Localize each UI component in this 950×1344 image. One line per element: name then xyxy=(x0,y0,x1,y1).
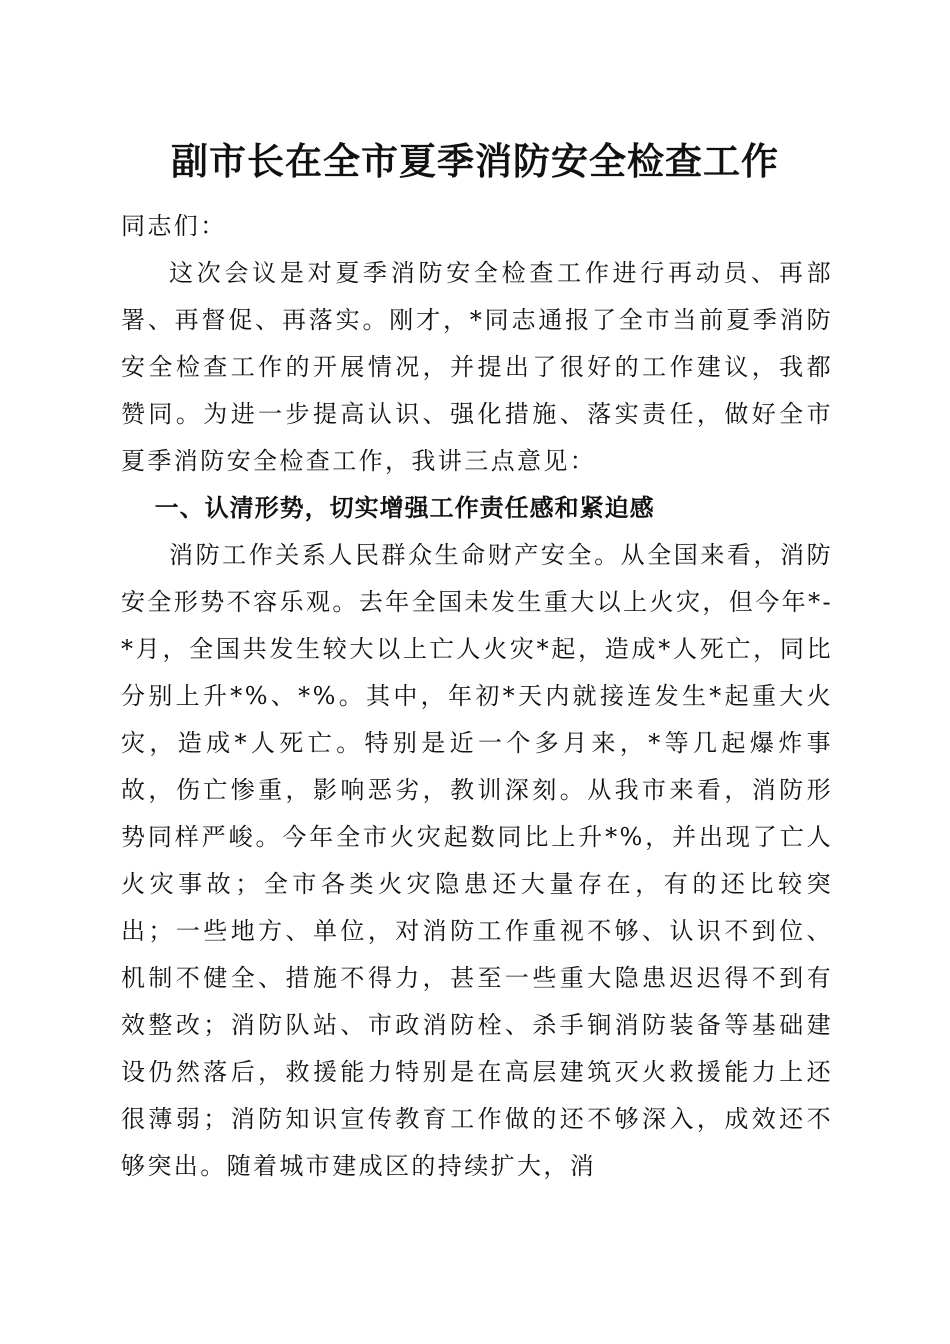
intro-paragraph: 这次会议是对夏季消防安全检查工作进行再动员、再部署、再督促、再落实。刚才，*同志通报了全市当前夏季消防安全检查工作的开展情况，并提出了很好的工作建议，我都赞同。为进一步提高认识、强化措施、落实责任，做好全市夏季消防安全检查工作，我讲三点意见： xyxy=(121,259,833,475)
document-body xyxy=(121,203,833,1190)
document-title: 副市长在全市夏季消防安全检查工作 xyxy=(171,139,779,183)
section-paragraph: 消防工作关系人民群众生命财产安全。从全国来看，消防安全形势不容乐观。去年全国未发生重大以上火灾，但今年*-*月，全国共发生较大以上亡人火灾*起，造成*人死亡，同比分别上升*%、*%。其中，年初*天内就接连发生*起重大火灾，造成*人死亡。特别是近一个多月来，*等几起爆炸事故，伤亡惨重，影响恶劣，教训深刻。从我市来看，消防形势同样严峻。今年全市火灾起数同比上升*%，并出现了亡人火灾事故；全市各类火灾隐患还大量存在，有的还比较突出；一些地方、单位，对消防工作重视不够、认识不到位、机制不健全、措施不得力，甚至一些重大隐患迟迟得不到有效整改；消防队站、市政消防栓、杀手锏消防装备等基础建设仍然落后，救援能力特别是在高层建筑灭火救援能力上还很薄弱；消防知识宣传教育工作做的还不够深入，成效还不够突出。随着城市建成区的持续扩大，消 xyxy=(121,541,833,1180)
salutation: 同志们： xyxy=(121,212,227,240)
section-heading: 一、认清形势，切实增强工作责任感和紧迫感 xyxy=(154,494,655,522)
